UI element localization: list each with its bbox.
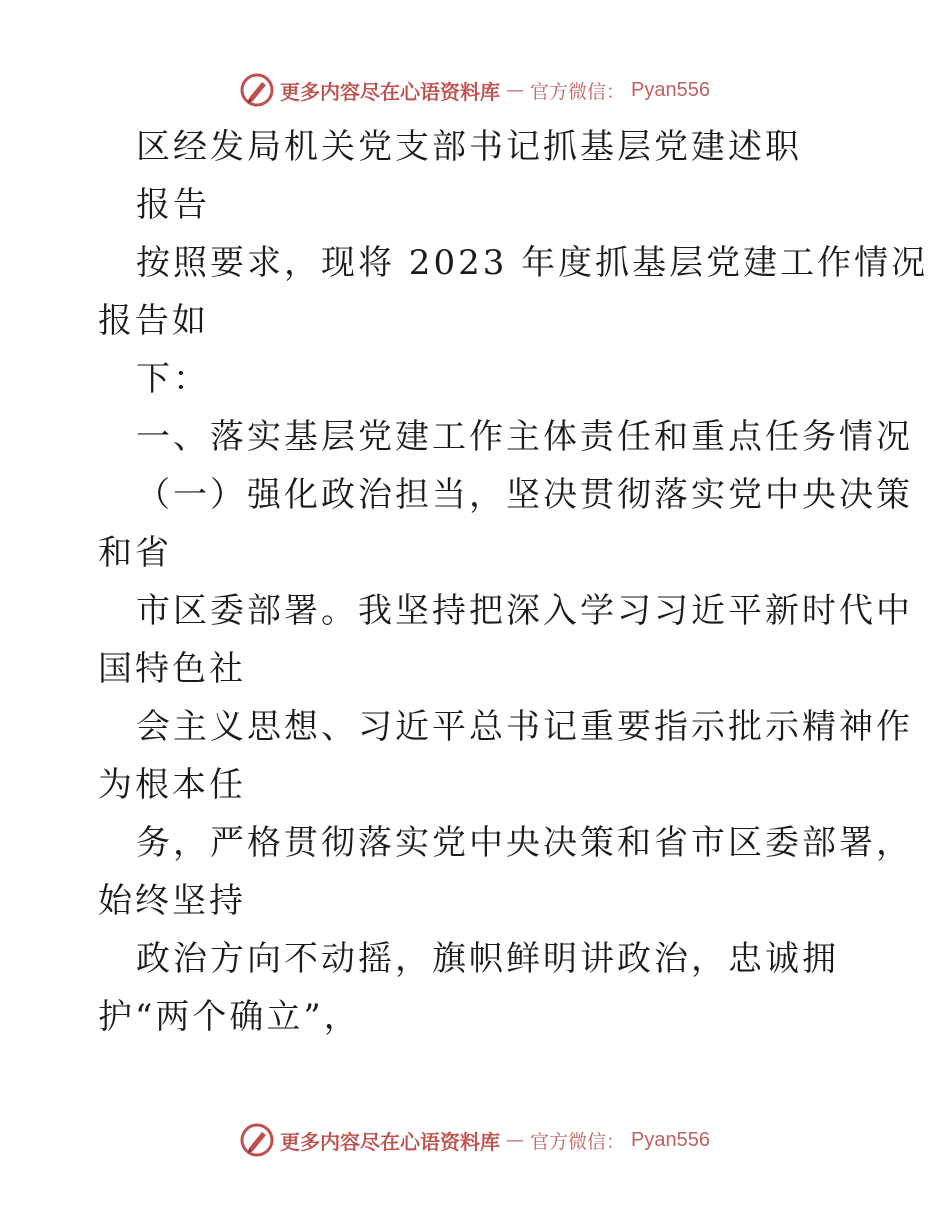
doc-paragraph-line: 会主义思想、习近平总书记重要指示批示精神作 xyxy=(136,707,913,747)
doc-subsection-heading: （一）强化政治担当，坚决贯彻落实党中央决策 xyxy=(136,475,913,515)
doc-paragraph-line: 报告如 xyxy=(98,301,209,341)
doc-section-heading: 一、落实基层党建工作主体责任和重点任务情况 xyxy=(136,417,913,457)
doc-paragraph-line: 为根本任 xyxy=(98,765,246,805)
doc-paragraph-line: 市区委部署。我坚持把深入学习习近平新时代中 xyxy=(136,591,913,631)
doc-title-line-1: 区经发局机关党支部书记抓基层党建述职 xyxy=(136,127,802,167)
footer-dash: — xyxy=(506,1129,524,1151)
pen-logo-icon xyxy=(240,1123,274,1157)
doc-paragraph-line: 护“两个确立”， xyxy=(98,997,361,1037)
footer-banner xyxy=(0,1120,950,1160)
footer-wechat-id: Pyan556 xyxy=(631,1128,710,1151)
footer-site-text: 更多内容尽在心语资料库 xyxy=(280,1129,500,1154)
header-dash: — xyxy=(506,79,524,101)
doc-paragraph-line: 国特色社 xyxy=(98,649,246,689)
doc-paragraph-line: 和省 xyxy=(98,533,172,573)
doc-paragraph-line: 务，严格贯彻落实党中央决策和省市区委部署， xyxy=(136,823,913,863)
header-site-text: 更多内容尽在心语资料库 xyxy=(280,79,500,104)
header-wechat-id: Pyan556 xyxy=(631,78,710,101)
doc-title-line-2: 报告 xyxy=(136,185,210,225)
header-banner xyxy=(0,70,950,110)
footer-wechat-label: 官方微信： xyxy=(530,1130,626,1153)
pen-logo-icon xyxy=(240,73,274,107)
doc-paragraph-line: 政治方向不动摇，旗帜鲜明讲政治，忠诚拥 xyxy=(136,939,839,979)
header-wechat-label: 官方微信： xyxy=(530,80,626,103)
doc-paragraph-line: 下： xyxy=(136,359,210,399)
doc-paragraph-line: 按照要求，现将 2023 年度抓基层党建工作情况 xyxy=(136,243,929,283)
doc-paragraph-line: 始终坚持 xyxy=(98,881,246,921)
